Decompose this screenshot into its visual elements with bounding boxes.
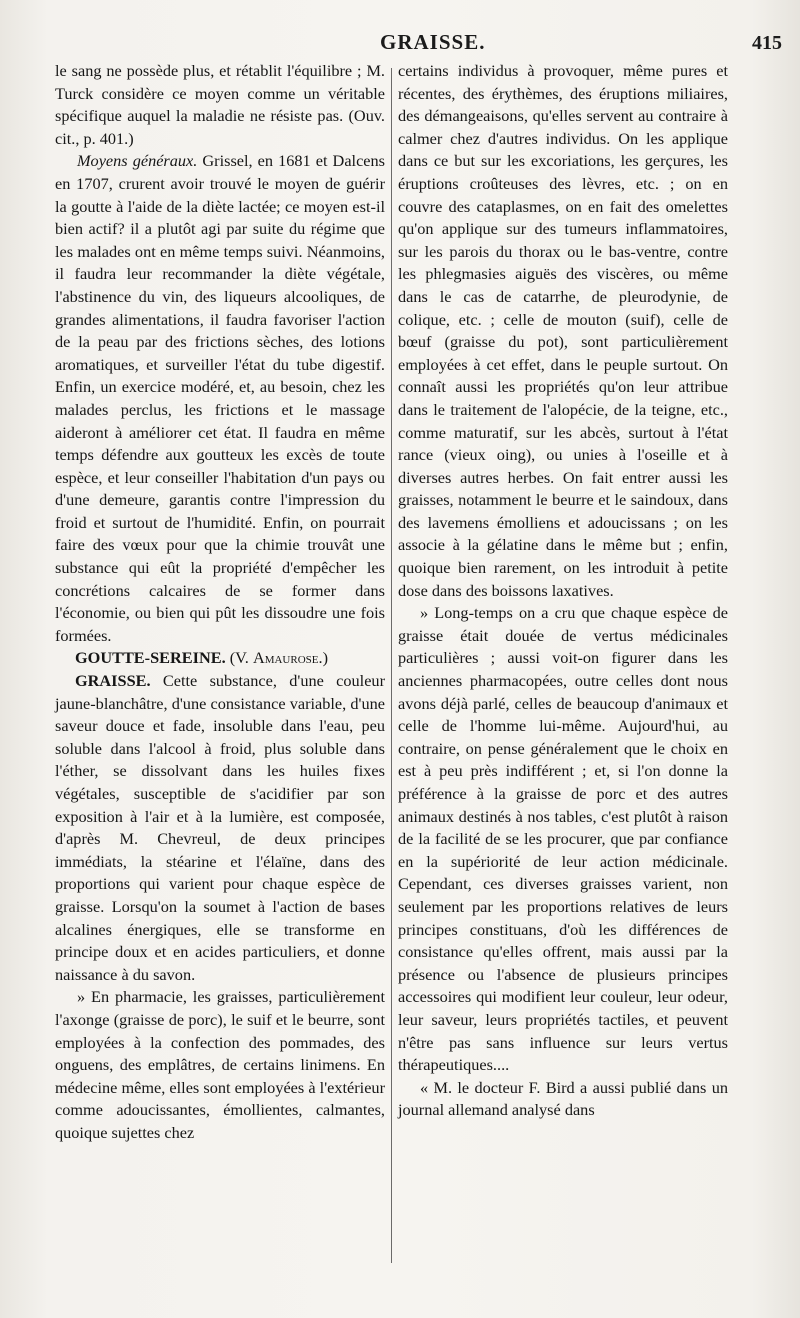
page-number: 415 (752, 32, 782, 54)
entry-body: (V. (225, 648, 253, 668)
entry-body: ) (322, 648, 328, 668)
paragraph-body: Grissel, en 1681 et Dalcens en 1707, crurent avoir trouvé le moyen de guérir la goutte à l'aide de la diète lactée; ce moyen est-il bien actif? il a plutôt agi par suite du régime que les malades ont en même temps suivi. Néanmoins, il faudra leur recommander la diète végétale, l'abstinence du vin, des liqueurs alcooliques, de grandes alimentations, il faudra favoriser l'action de la peau par des frictions sèches, des lotions aromatiques, et surveiller l'état du tube digestif. Enfin, un exercice modéré, et, au besoin, chez les malades perclus, les frictions et le massage aideront à améliorer cet état. Il faudra en même temps défendre aux goutteux les excès de toute espèce, et leur conseiller l'habitation d'un pays ou d'une demeure, garantis contre l'impression du froid et surtout de l'humidité. Enfin, on pourrait faire des vœux pour que la chimie trouvât une substance qui eût la propriété d'empêcher les concrétions calcaires de se former dans l'économie, ou bien qui pût les dissoudre une fois formées. (55, 151, 385, 645)
paragraph: certains individus à provoquer, même pures et récentes, des érythèmes, des éruptions miliaires, des démangeaisons, qu'elles servent au contraire à calmer chez d'autres individus. On les applique dans ce but sur les excoriations, les gerçures, les éruptions croûteuses des lèvres, etc. ; on en couvre des cataplasmes, on en fait des omelettes qu'on applique sur des tumeurs inflammatoires, sur les parois du thorax ou le bas-ventre, contre les phlegmasies aiguës des viscères, ou même dans le cas de catarrhe, de pleurodynie, de colique, etc. ; celle de mouton (suif), celle de bœuf (graisse du pot), sont particulièrement employées à cet effet, dans le peuple surtout. On connaît aussi les propriétés qu'on leur attribue dans le traitement de l'alopécie, de la teigne, etc., comme maturatif, sur les abcès, surtout à l'état rance (vieux oing), ou unies à l'oseille et à diverses autres herbes. On fait entrer aussi les graisses, notamment le beurre et le saindoux, dans des lavemens émolliens et adoucissans ; on les associe à la gélatine dans le même but ; enfin, quoique bien rarement, on les introduit à petite dose dans des boissons laxatives. (398, 61, 728, 600)
entry-body: Cette substance, d'une couleur jaune-blanchâtre, d'une consistance variable, d'une saveur douce et fade, insoluble dans l'eau, peu soluble dans l'alcool à froid, plus soluble dans l'éther, se dissolvant dans les huiles fixes végétales, susceptible de s'acidifier par son exposition à l'air et à la lumière, est composée, d'après M. Chevreul, de deux principes immédiats, la stéarine et l'élaïne, dans des proportions qui varient pour chaque espèce de graisse. Lorsqu'on la soumet à l'action de bases alcalines énergiques, elle se transforme en principe doux et en acides particuliers, et donne naissance à du savon. (55, 671, 385, 984)
cross-reference: Amaurose. (252, 648, 323, 668)
paragraph: » En pharmacie, les graisses, particulièrement l'axonge (graisse de porc), le suif et le beurre, sont employées à la confection des pommades, des onguens, des emplâtres, de certains linimens. En médecine même, elles sont employées à l'extérieur comme adoucissantes, émollientes, calmantes, quoique sujettes chez (55, 987, 385, 1142)
column-divider (391, 68, 392, 1263)
paragraph-lead: Moyens généraux. (77, 151, 198, 171)
page-title: GRAISSE. (380, 30, 486, 54)
entry-title: GRAISSE. (75, 671, 151, 691)
dictionary-entry (55, 670, 385, 986)
right-column (398, 60, 728, 1122)
paragraph (55, 150, 385, 647)
entry-title: GOUTTE-SEREINE. (75, 648, 226, 668)
paragraph: » Long-temps on a cru que chaque espèce de graisse était douée de vertus médicinales particulières ; aussi voit-on figurer dans les anciennes pharmacopées, outre celles dont nous avons déjà parlé, celles de beaucoup d'animaux et celle de l'homme lui-même. Aujourd'hui, au contraire, on pense généralement que le choix en est à peu près indifférent ; et, si l'on donne la préférence à la graisse de porc et des autres animaux destinés à nos tables, c'est plutôt à raison de la facilité de se les procurer, que par confiance en la supériorité de leur action médicinale. Cependant, ces diverses graisses varient, non seulement par les proportions relatives de leurs principes constituans, d'où les différences de consistance qu'elles offrent, mais aussi par la présence ou l'absence de plusieurs principes accessoires qui modifient leur couleur, leur odeur, leur saveur, leurs propriétés tactiles, et peuvent n'être pas sans influence sur leurs vertus thérapeutiques.... (398, 603, 728, 1075)
dictionary-entry (55, 647, 385, 670)
paragraph: « M. le docteur F. Bird a aussi publié dans un journal allemand analysé dans (398, 1077, 728, 1120)
left-column (55, 60, 385, 1145)
running-header (50, 30, 790, 58)
paragraph: le sang ne possède plus, et rétablit l'équilibre ; M. Turck considère ce moyen comme un véritable spécifique auquel la maladie ne résiste pas. (Ouv. cit., p. 401.) (55, 61, 385, 148)
